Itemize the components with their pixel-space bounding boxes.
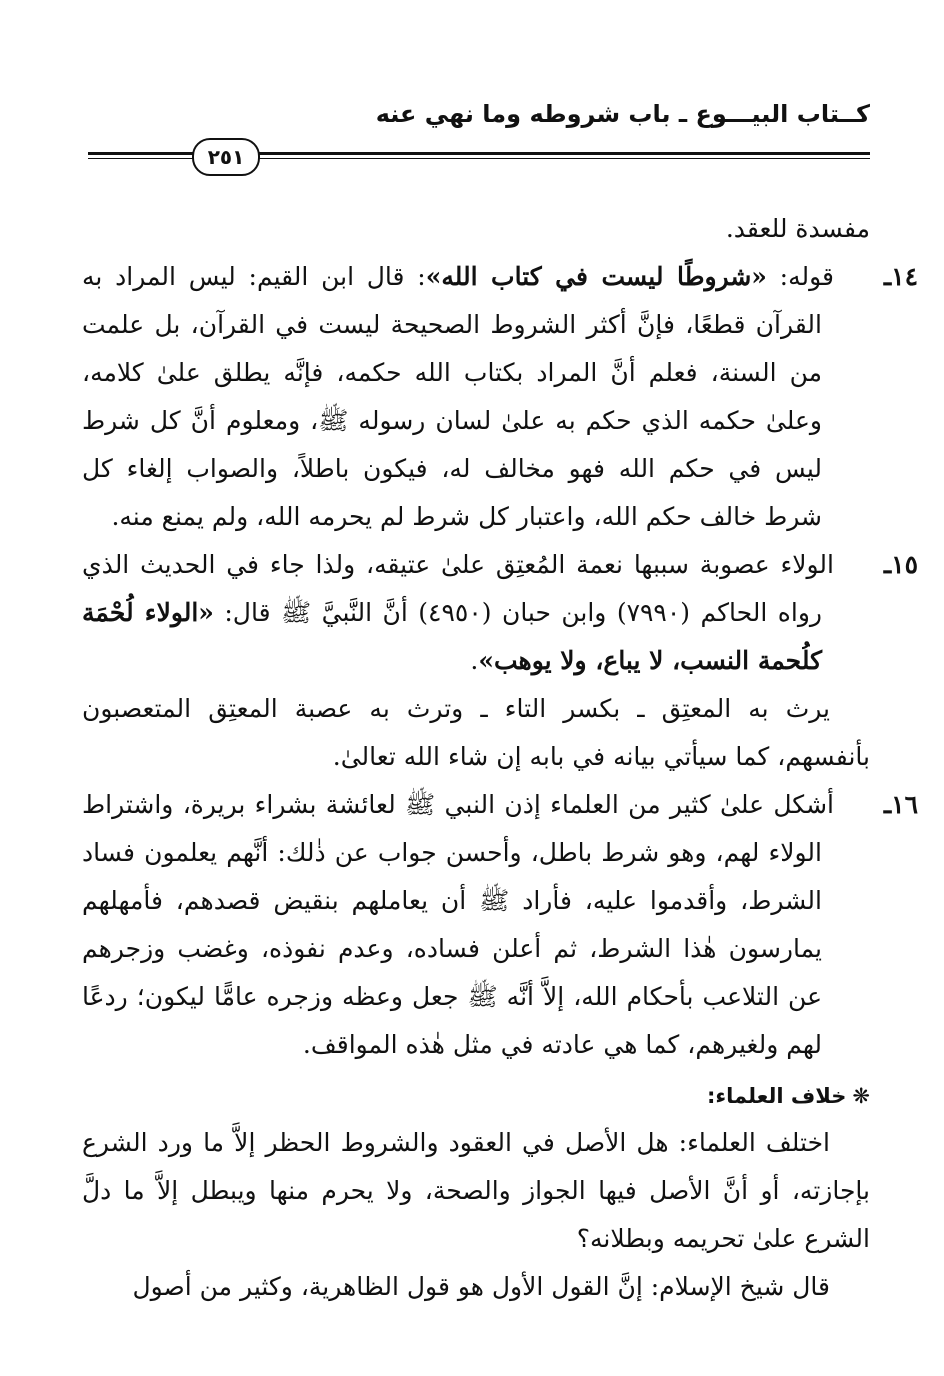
note-text: : قال ابن القيم: ليس المراد به القرآن قطعًا، فإنَّ أكثر الشروط الصحيحة ليست في القرآن، بل علمت من السنة، فعلم أنَّ المراد بكتاب الله حكمه، فإنَّه يطلق علىٰ كلامه، وعلىٰ حكمه الذي حكم به علىٰ لسان رسوله ﷺ، ومعلوم أنَّ كل شرط ليس في حكم الله فهو مخالف له، فيكون باطلاً، والصواب إلغاء كل شرط خالف حكم الله، واعتبار كل شرط لم يحرمه الله، ولم يمنع منه. — [82, 262, 822, 531]
note-text: أشكل علىٰ كثير من العلماء إذن النبي ﷺ لعائشة بشراء بريرة، واشتراط الولاء لهم، وهو شرط باطل، وأحسن جواب عن ذٰلك: أنَّهم يعلمون فساد الشرط، وأقدموا عليه، فأراد ﷺ أن يعاملهم بنقيض قصدهم، فأمهلهم يمارسون هٰذا الشرط، ثم أعلن فساده، وعدم نفوذه، وغضب وزجرهم عن التلاعب بأحكام الله، إلاَّ أنَّه ﷺ جعل وعظه وزجره عامًّا ليكون؛ ردعًا لهم ولغيرهم، كما هي عادته في مثل هٰذه المواقف. — [82, 790, 834, 1059]
page-header — [88, 100, 870, 190]
hadith-quote: «الولاء لُحْمَة كلُحمة النسب، لا يباع، ولا يوهب» — [82, 598, 822, 675]
note-15-continuation: يرث به المعتِق ـ بكسر التاء ـ وترث به عصبة المعتِق المتعصبون بأنفسهم، كما سيأتي بيانه في بابه إن شاء الله تعالىٰ. — [82, 694, 870, 771]
note-number: ١٦ـ — [883, 790, 918, 819]
quoted-phrase: «شروطًا ليست في كتاب الله» — [425, 262, 767, 291]
note-lead: قوله: — [766, 262, 834, 291]
note-16 — [82, 781, 918, 1069]
note-15 — [82, 541, 918, 685]
paragraph: اختلف العلماء: هل الأصل في العقود والشروط الحظر إلاَّ ما ورد الشرع بإجازته، أو أنَّ الأصل فيها الجواز والصحة، ولا يحرم منها ويبطل إلاَّ ما دلَّ الشرع علىٰ تحريمه وبطلانه؟ — [82, 1128, 870, 1253]
paragraph: قال شيخ الإسلام: إنَّ القول الأول هو قول الظاهرية، وكثير من أصول — [132, 1272, 830, 1301]
note-number: ١٤ـ — [883, 262, 918, 291]
section-heading — [82, 1075, 870, 1117]
note-end: . — [470, 646, 479, 675]
note-number: ١٥ـ — [883, 550, 918, 579]
running-title: كــتاب البيـــوع ـ باب شروطه وما نهي عنه — [375, 100, 870, 128]
section-heading-text: خلاف العلماء: — [706, 1084, 847, 1108]
paragraph-continuation: مفسدة للعقد. — [725, 214, 870, 243]
star-icon: ❋ — [852, 1084, 870, 1108]
page-body — [82, 205, 918, 1311]
page-number: ٢٥١ — [192, 138, 260, 176]
note-text: الولاء عصوبة سببها نعمة المُعتِق علىٰ عتيقه، ولذا جاء في الحديث الذي رواه الحاكم (٧٩٩٠) وابن حبان (٤٩٥٠) أنَّ النَّبيَّ ﷺ قال: — [82, 550, 834, 627]
note-14 — [82, 253, 918, 541]
